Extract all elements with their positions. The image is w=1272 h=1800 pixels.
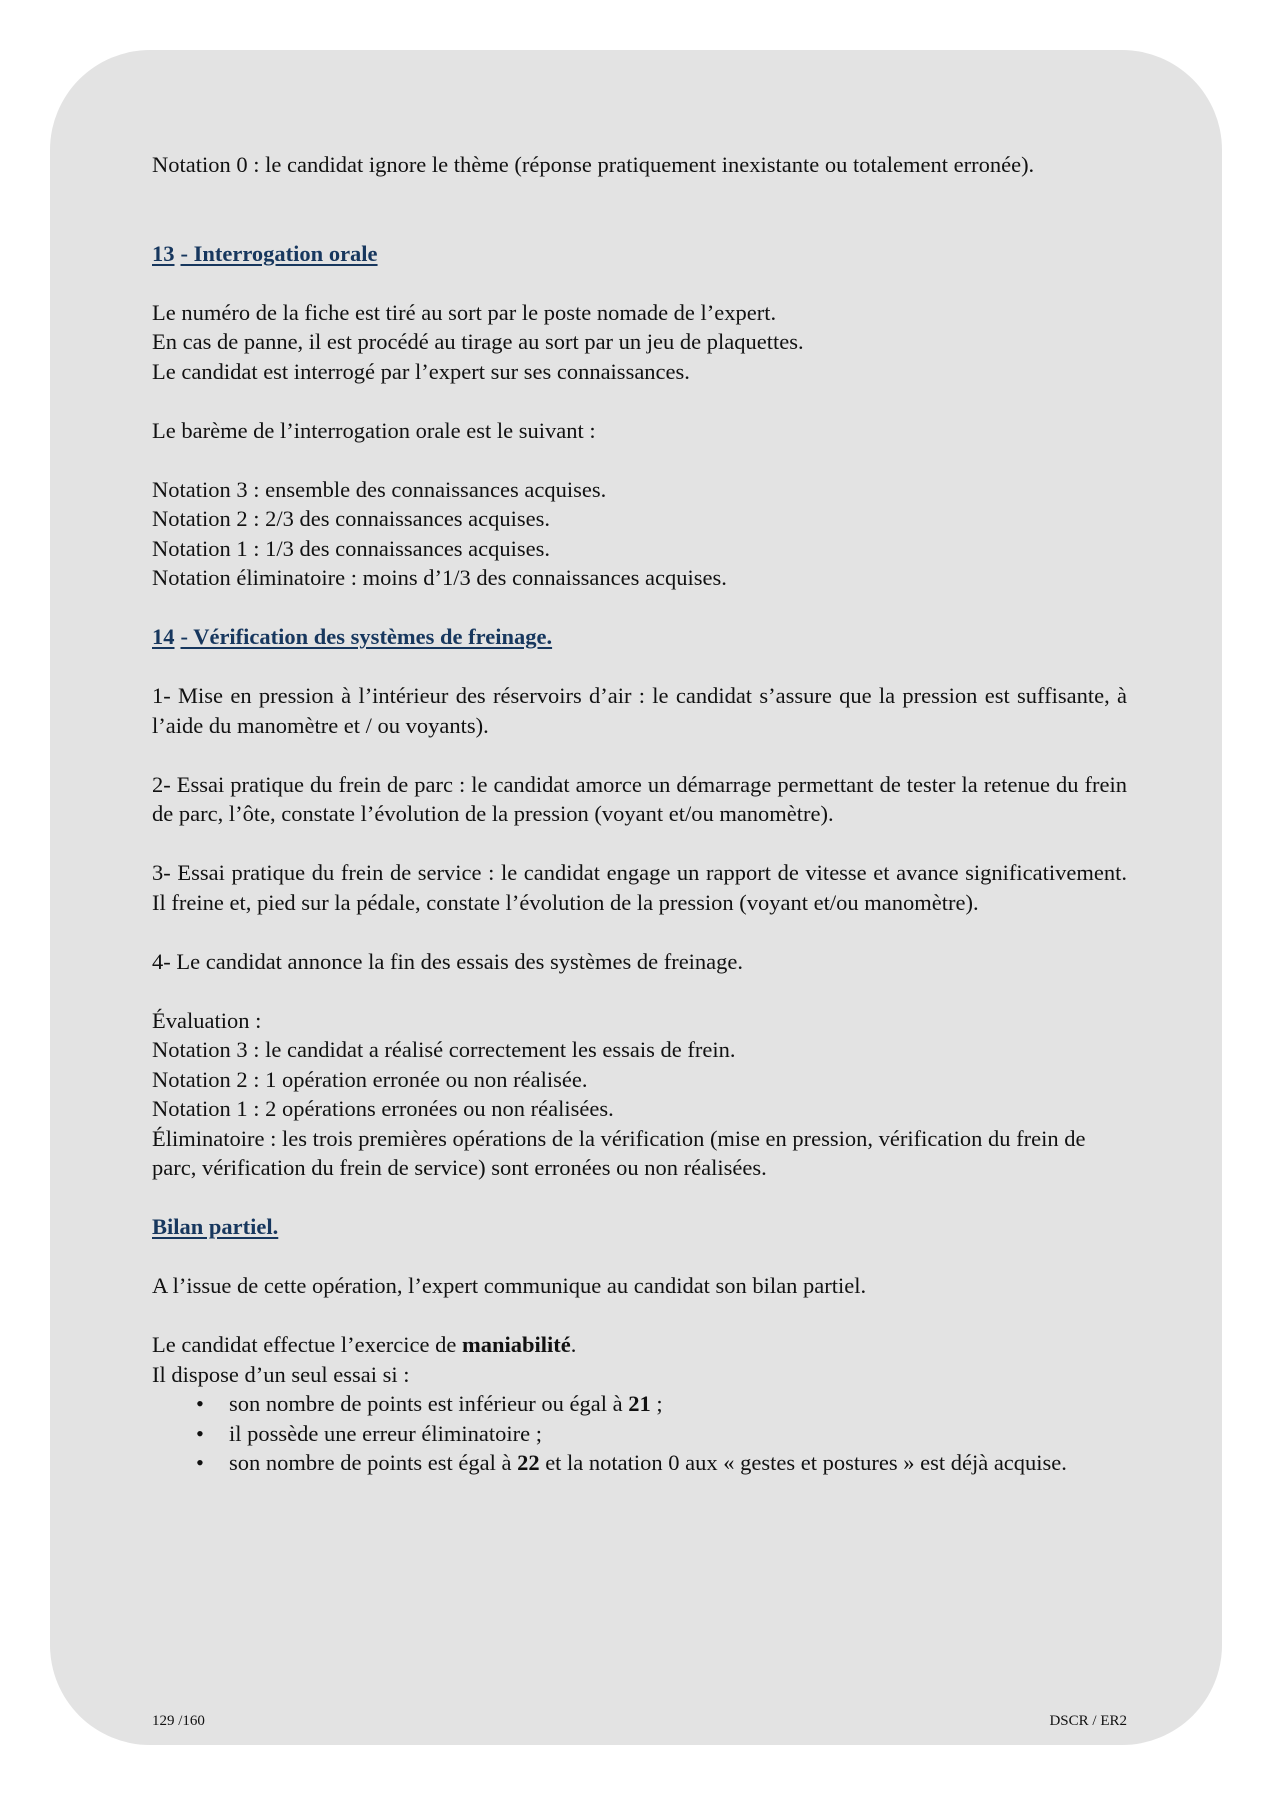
bullet-icon: • xyxy=(196,1391,204,1416)
bareme-item: Notation éliminatoire : moins d’1/3 des connaissances acquises. xyxy=(152,565,727,590)
section-14-number: 14 xyxy=(152,624,175,649)
braking-step: 4- Le candidat annonce la fin des essais des systèmes de freinage. xyxy=(152,948,744,974)
maniabilite-line xyxy=(152,1330,1127,1360)
section-13-line: Le numéro de la fiche est tiré au sort par le poste nomade de l’expert. xyxy=(152,299,777,325)
condition-item xyxy=(196,1448,1127,1478)
essai-intro: Il dispose d’un seul essai si : xyxy=(152,1361,410,1387)
maniabilite-post: . xyxy=(570,1332,577,1357)
section-13-number: 13 xyxy=(152,240,175,266)
section-13-title: - Interrogation orale xyxy=(180,240,378,266)
braking-step: 3- Essai pratique du frein de service : le candidat engage un rapport de vitesse et avance significativement. Il freine et, pied sur la pédale, constate l’évolution de la pression (voyant et/ou manomètre). xyxy=(152,860,1127,915)
condition-text: son nombre de points est égal à xyxy=(229,1450,518,1475)
bareme-item: Notation 3 : ensemble des connaissances acquises. xyxy=(152,476,607,502)
condition-text: ; xyxy=(650,1391,663,1416)
bareme-item: Notation 2 : 2/3 des connaissances acquises. xyxy=(152,506,551,531)
evaluation-item: Notation 3 : le candidat a réalisé correctement les essais de frein. xyxy=(152,1037,736,1062)
bareme-intro: Le barème de l’interrogation orale est le suivant : xyxy=(152,417,596,443)
bareme-item: Notation 1 : 1/3 des connaissances acquises. xyxy=(152,535,551,561)
braking-step: 1- Mise en pression à l’intérieur des réservoirs d’air : le candidat s’assure que la pression est suffisante, à l’aide du manomètre et / ou voyants). xyxy=(152,683,1127,738)
condition-text: et la notation 0 aux « gestes et postures » est déjà acquise. xyxy=(539,1450,1067,1475)
document-content xyxy=(152,150,1127,1478)
evaluation-item: Notation 2 : 1 opération erronée ou non réalisée. xyxy=(152,1066,588,1092)
section-14-title: - Vérification des systèmes de freinage. xyxy=(180,624,553,649)
condition-list xyxy=(152,1389,1127,1478)
notation-0-text: Notation 0 : le candidat ignore le thème (réponse pratiquement inexistante ou totalement erronée). xyxy=(152,152,1035,177)
condition-text: son nombre de points est inférieur ou égal à xyxy=(229,1391,629,1416)
condition-item xyxy=(196,1389,1127,1419)
condition-item xyxy=(196,1419,1127,1449)
evaluation-label: Évaluation : xyxy=(152,1007,262,1033)
braking-step: 2- Essai pratique du frein de parc : le candidat amorce un démarrage permettant de tester la retenue du frein de parc, l’ôte, constate l’évolution de la pression (voyant et/ou manomètre). xyxy=(152,771,1127,826)
condition-text: il possède une erreur éliminatoire ; xyxy=(229,1420,543,1446)
maniabilite-pre: Le candidat effectue l’exercice de xyxy=(152,1332,463,1357)
bullet-icon: • xyxy=(196,1450,204,1475)
section-13-line: En cas de panne, il est procédé au tirage au sort par un jeu de plaquettes. xyxy=(152,329,804,354)
section-13-heading xyxy=(152,239,1127,269)
bilan-heading: Bilan partiel. xyxy=(152,1214,279,1239)
bullet-icon: • xyxy=(196,1420,204,1446)
document-reference: DSCR / ER2 xyxy=(1049,1713,1127,1729)
bilan-text: A l’issue de cette opération, l’expert communique au candidat son bilan partiel. xyxy=(152,1273,867,1298)
condition-bold: 21 xyxy=(628,1391,651,1416)
maniabilite-bold: maniabilité xyxy=(462,1332,571,1357)
page-number: 129 /160 xyxy=(152,1713,205,1729)
section-13-line: Le candidat est interrogé par l’expert sur ses connaissances. xyxy=(152,358,690,384)
condition-bold: 22 xyxy=(517,1450,540,1475)
evaluation-item: Notation 1 : 2 opérations erronées ou non réalisées. xyxy=(152,1096,614,1121)
section-14-heading xyxy=(152,622,1127,652)
evaluation-item: Éliminatoire : les trois premières opérations de la vérification (mise en pression, vérification du frein de parc, vérification du frein de service) sont erronées ou non réalisées. xyxy=(152,1125,1086,1180)
